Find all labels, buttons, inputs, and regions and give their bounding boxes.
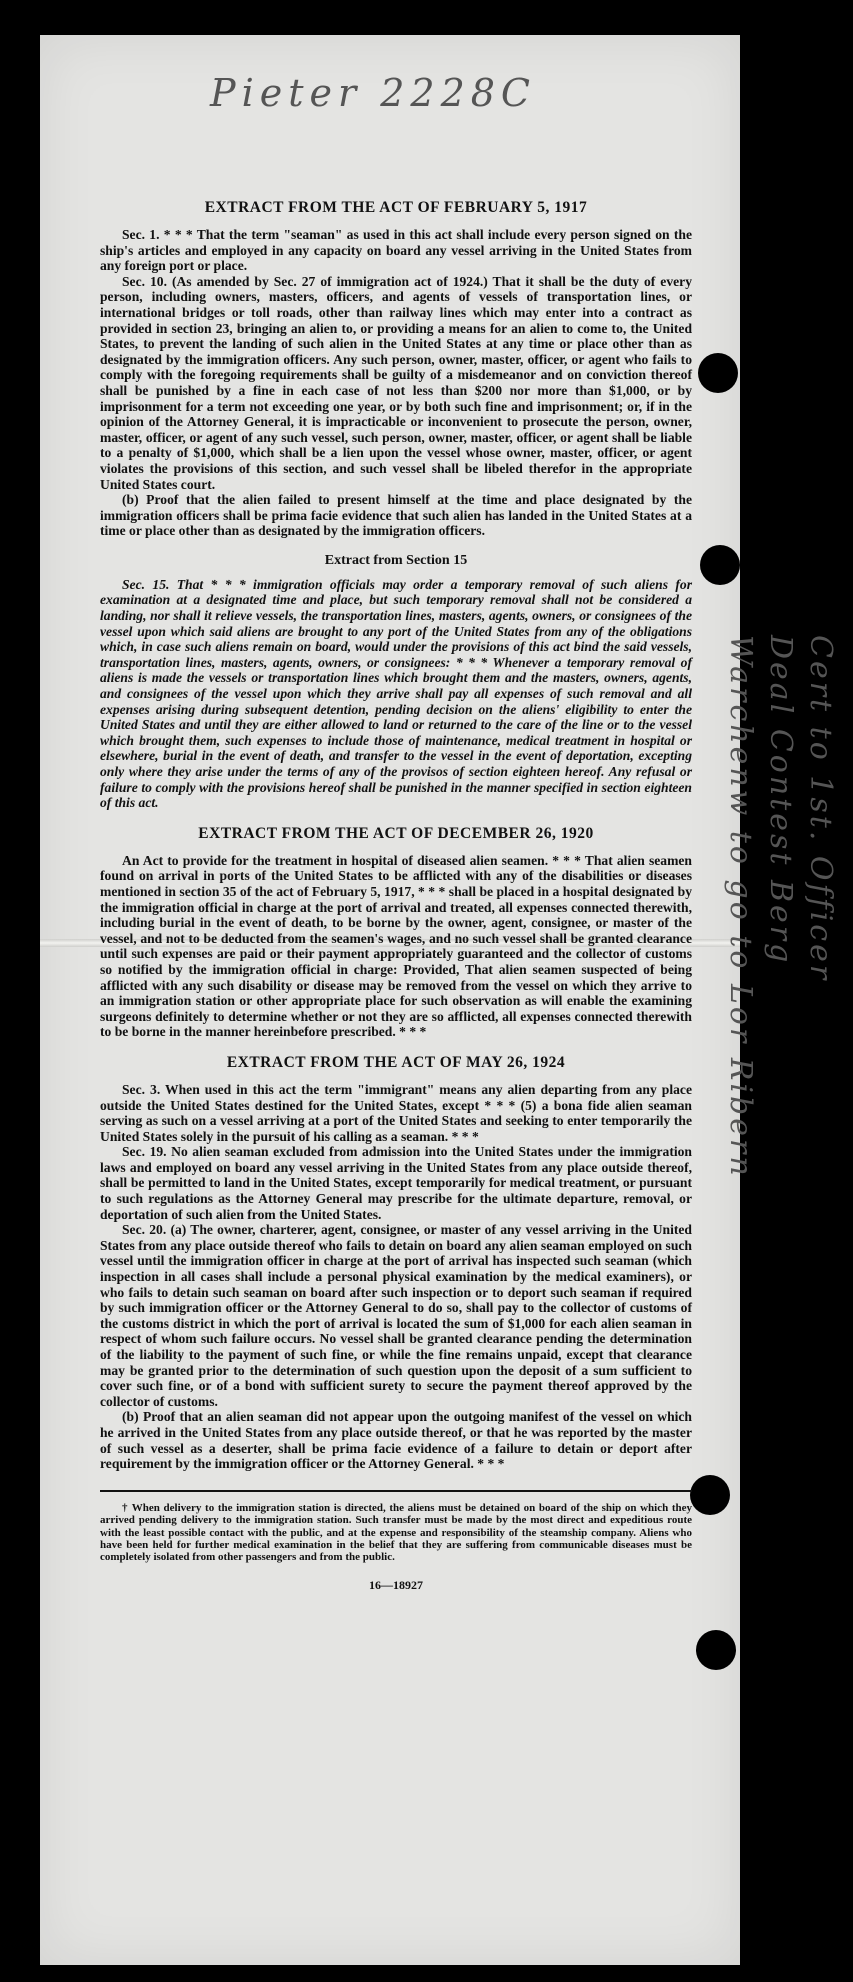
section-title: EXTRACT FROM THE ACT OF MAY 26, 1924 (226, 1053, 566, 1071)
footnote (100, 1490, 692, 1564)
document-body (100, 185, 692, 1593)
section-act-feb-1917 (100, 199, 692, 539)
paragraph: Sec. 19. No alien seaman excluded from admission into the United States under the immigration laws and employed on board any vessel arriving in the United States from any place outside thereof, shall be permitted to land in the United States, except temporarily for medical treatment, or pursuant to such regulations as the Attorney General may prescribe for the ultimate departure, removal, or deportation of such alien from the United States. (100, 1144, 692, 1222)
paragraph: Sec. 1. * * * That the term "seaman" as used in this act shall include every person signed on the ship's articles and employed in any capacity on board any vessel arriving in the United States from any foreign port or place. (100, 227, 692, 274)
section-act-dec-1920 (100, 825, 692, 1040)
section-title: Extract from Section 15 (324, 552, 468, 568)
form-number: 16—18927 (369, 1577, 423, 1592)
paragraph: (b) Proof that an alien seaman did not appear upon the outgoing manifest of the vessel on which he arrived in the United States from any place outside thereof, or that he was reported by the master of such vessel as a deserter, shall be prima facie evidence of a failure to detain or deport after requirement by the immigration officer or the Attorney General. * * * (100, 1409, 692, 1472)
paragraph: (b) Proof that the alien failed to present himself at the time and place designated by the immigration officers shall be prima facie evidence that such alien has landed in the United States at a time or place other than as designated by the immigration officers. (100, 492, 692, 539)
handwritten-annotation-top: Pieter 2228C (210, 71, 536, 115)
paragraph: Sec. 20. (a) The owner, charterer, agent, consignee, or master of any vessel arriving in the United States from any place outside thereof who fails to detain on board any alien seaman employed on such vessel until the immigration officer in charge at the port of arrival has inspected such seaman (which inspection in all cases shall include a personal physical examination by the medical examiners), or who fails to detain such seaman on board after such inspection or to deport such seaman if required by such immigration officer or the Attorney General to do so, shall pay to the collector of customs of the customs district in which the port of arrival is located the sum of $1,000 for each alien seaman in respect of whom such failure occurs. No vessel shall be granted clearance pending the determination of the liability to the payment of such fine, or while the fine remains unpaid, except that clearance may be granted prior to the determination of such question upon the deposit of a sum sufficient to cover such fine, or of a bond with sufficient surety to secure the payment thereof approved by the collector of customs. (100, 1222, 692, 1409)
punch-hole (690, 1475, 730, 1515)
section-title: EXTRACT FROM THE ACT OF DECEMBER 26, 1920 (198, 824, 594, 842)
paragraph: Sec. 15. That * * * immigration officials may order a temporary removal of such aliens for examination at a designated time and place, but such temporary removal shall not be considered a landing, nor shall it relieve vessels, the transportation lines, masters, agents, owners, or consignees of the vessel upon which said aliens are brought to any port of the United States from any of the obligations which, in case such aliens remain on board, would under the provisions of this act bind the said vessels, transportation lines, masters, agents, owners, or consignees: * * * Whenever a temporary removal of aliens is made the vessels or transportation lines which brought them and the masters, owners, agents, and consignees of the vessel upon which they arrive shall pay all expenses of such removal and all expenses arising during subsequent detention, pending decision on the aliens' eligibility to enter the United States and until they are either allowed to land or returned to the care of the line or to the vessel which brought them, such expenses to include those of maintenance, medical treatment in hospital or elsewhere, burial in the event of death, and transfer to the vessel in the event of deportation, excepting only where they arise under the terms of any of the provisos of section eighteen hereof. Any refusal or failure to comply with the provisions hereof shall be punished in the manner specified in section eighteen of this act. (100, 576, 692, 811)
punch-hole (700, 545, 740, 585)
section-extract-15 (100, 553, 692, 811)
paragraph: Sec. 3. When used in this act the term "immigrant" means any alien departing from any place outside the United States destined for the United States, except * * * (5) a bona fide alien seaman serving as such on a vessel arriving at a port of the United States and seeking to enter temporarily the United States solely in the pursuit of his calling as a seaman. * * * (100, 1081, 692, 1144)
footnote-text: † When delivery to the immigration station is directed, the aliens must be detained on board of the ship on which they arrived pending delivery to the immigration station. Such transfer must be made by the most direct and expeditious route with the least possible contact with the public, and at the expense and responsibility of the steamship company. Aliens who have been held for further medical examination in the belief that they are suffering from communicable diseases must be completely isolated from other passengers and from the public. (100, 1501, 692, 1564)
section-act-may-1924 (100, 1054, 692, 1472)
handwritten-margin-note: Cert to 1st. Officer Deal Contest Berg Warchenw to go to Lor Ribern (723, 635, 838, 1179)
paragraph: An Act to provide for the treatment in hospital of diseased alien seamen. * * * That alien seamen found on arrival in ports of the United States to be afflicted with any of the disabilities or diseases mentioned in section 35 of the act of February 5, 1917, * * * shall be placed in a hospital designated by the immigration official in charge at the port of arrival and treated, all expenses connected therewith, including burial in the event of death, to be borne by the owner, agent, consignee, or master of the vessel, and not to be deducted from the seamen's wages, and no such vessel shall be granted clearance until such expenses are paid or their payment appropriately guaranteed and the collector of customs so notified by the immigration official in charge: Provided, That alien seamen suspected of being afflicted with any such disability or disease may be removed from the vessel on which they arrive to an immigration station or other appropriate place for such observation as will enable the examining surgeons definitely to determine whether or not they are so afflicted, all expenses connected therewith to be borne in the manner hereinbefore prescribed. * * * (100, 852, 692, 1040)
punch-hole (696, 1630, 736, 1670)
document-page (40, 35, 838, 1965)
punch-hole (698, 353, 738, 393)
paragraph: Sec. 10. (As amended by Sec. 27 of immigration act of 1924.) That it shall be the duty of every person, including owners, masters, officers, and agents of vessels of transportation lines, or international bridges or toll roads, other than railway lines which may enter into a contract as provided in section 23, bringing an alien to, or providing a means for an alien to come to, the United States, to prevent the landing of such alien in the United States at any time or place other than as designated by the immigration officers. Any such person, owner, master, officer, or agent who fails to comply with the foregoing requirements shall be guilty of a misdemeanor and on conviction thereof shall be punished by a fine in each case of not less than $200 nor more than $1,000, or by imprisonment for a term not exceeding one year, or by both such fine and imprisonment; or, if in the opinion of the Attorney General, it is impracticable or inconvenient to prosecute the person, owner, master, officer, or agent of any such vessel, such person, owner, master, officer, or agent shall be liable to a penalty of $1,000, which shall be a lien upon the vessel whose owner, master, officer, or agent violates the provisions of this section, and such vessel shall be libeled therefor in the appropriate United States court. (100, 273, 692, 492)
section-title: EXTRACT FROM THE ACT OF FEBRUARY 5, 1917 (204, 199, 588, 216)
